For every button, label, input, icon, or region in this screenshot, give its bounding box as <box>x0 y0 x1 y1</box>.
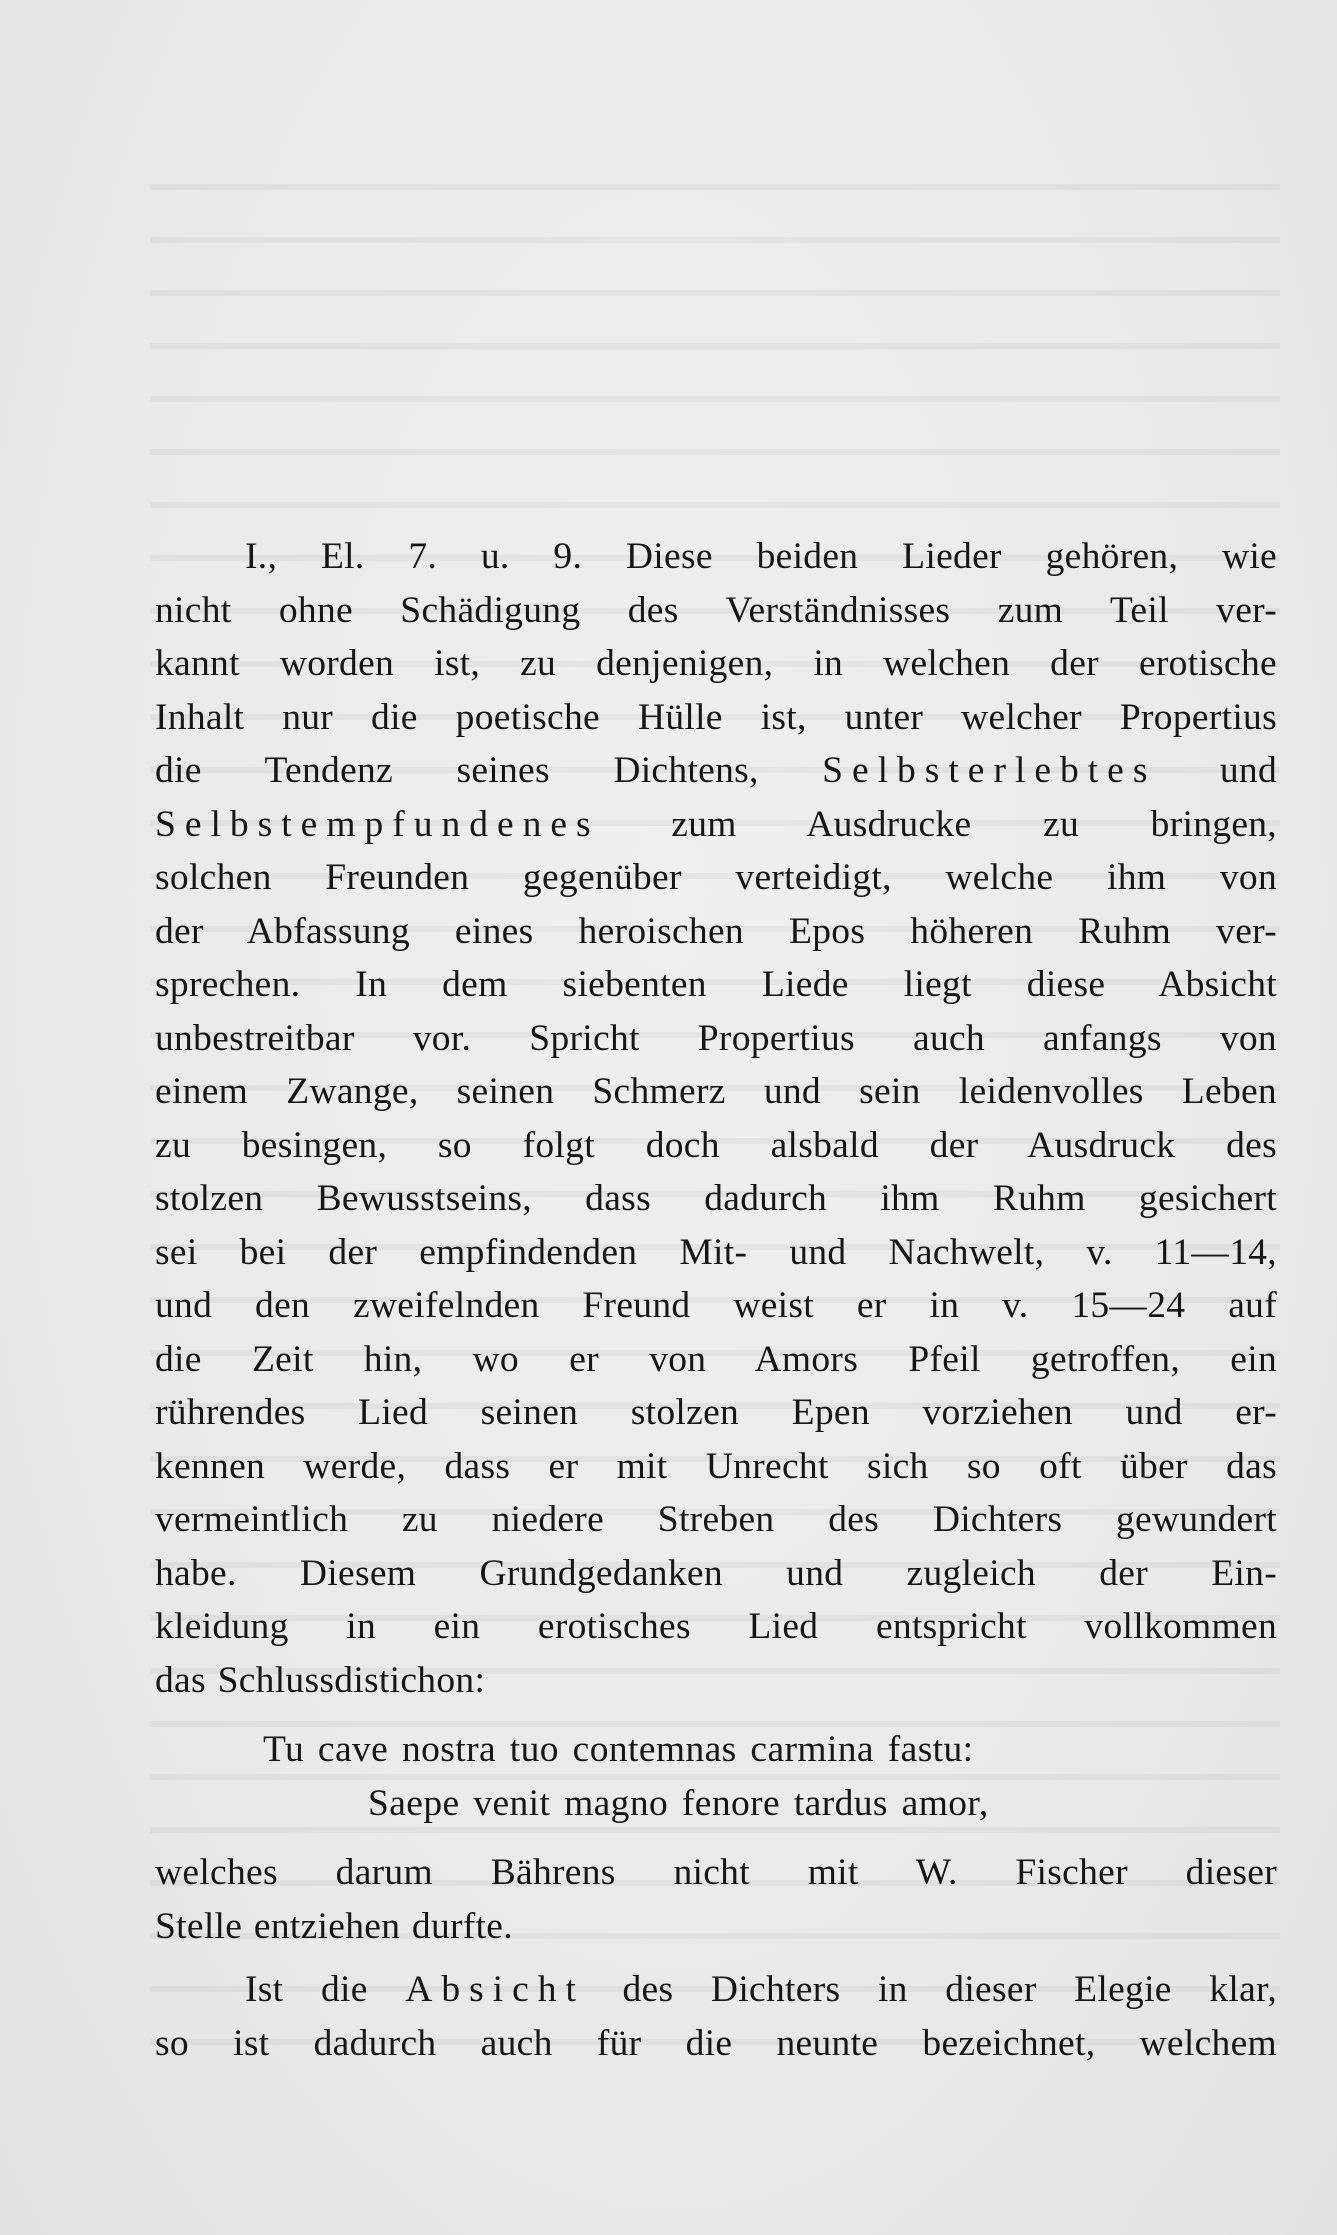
text-line: kennen werde, dass er mit Unrecht sich so oft über das <box>155 1445 1277 1487</box>
spaced-emphasis: Selbstempfundenes <box>155 803 600 845</box>
text-line: Stelle entziehen durfte. <box>155 1905 513 1947</box>
text-line: Inhalt nur die poetische Hülle ist, unter welcher Propertius <box>155 696 1277 738</box>
text-line: so ist dadurch auch für die neunte bezeichnet, welchem <box>155 2022 1277 2064</box>
text-run: des Dichters in dieser Elegie klar, <box>584 1969 1277 2010</box>
text-line: welches darum Bährens nicht mit W. Fischer dieser <box>155 1852 1277 1893</box>
text-line: sprechen. In dem siebenten Liede liegt diese Absicht <box>155 964 1277 1005</box>
spaced-emphasis: Absicht <box>405 1969 585 2010</box>
text-run: die Tendenz seines Dichtens, <box>155 750 823 791</box>
text-run: und <box>1156 750 1277 791</box>
text-line: kannt worden ist, zu denjenigen, in welchen der erotische <box>155 643 1277 684</box>
paragraph-1 <box>155 530 1277 1707</box>
text-line: kleidung in ein erotisches Lied entspricht vollkommen <box>155 1606 1277 1647</box>
text-line: sei bei der empfindenden Mit- und Nachwelt, v. 11—14, <box>155 1231 1277 1273</box>
text-line <box>155 744 1277 798</box>
spaced-emphasis: Selbsterlebtes <box>822 750 1157 791</box>
text-line <box>155 798 1277 852</box>
text-line: unbestreitbar vor. Spricht Propertius auch anfangs von <box>155 1017 1277 1059</box>
text-line: rührendes Lied seinen stolzen Epen vorziehen und er- <box>155 1392 1277 1433</box>
text-line: das Schlussdistichon: <box>155 1659 486 1701</box>
text-line: zu besingen, so folgt doch alsbald der Ausdruck des <box>155 1124 1277 1166</box>
text-line: und den zweifelnden Freund weist er in v. 15—24 auf <box>155 1285 1277 1326</box>
verse-line-1: Tu cave nostra tuo contemnas carmina fastu: <box>263 1729 974 1770</box>
text-line <box>155 1963 1277 2017</box>
text-line: vermeintlich zu niedere Streben des Dichters gewundert <box>155 1499 1277 1540</box>
text-run: Ist die <box>245 1969 406 2010</box>
text-line: die Zeit hin, wo er von Amors Pfeil getroffen, ein <box>155 1338 1277 1380</box>
text-line: nicht ohne Schädigung des Verständnisses zum Teil ver- <box>155 589 1277 631</box>
text-line: habe. Diesem Grundgedanken und zugleich der Ein- <box>155 1552 1277 1594</box>
text-run: zum Ausdrucke zu bringen, <box>599 803 1277 845</box>
text-line: der Abfassung eines heroischen Epos höheren Ruhm ver- <box>155 910 1277 952</box>
text-line: einem Zwange, seinen Schmerz und sein leidenvolles Leben <box>155 1071 1277 1112</box>
text-line: I., El. 7. u. 9. Diese beiden Lieder gehören, wie <box>245 536 1277 577</box>
paragraph-2 <box>155 1846 1277 1953</box>
text-line: solchen Freunden gegenüber verteidigt, welche ihm von <box>155 857 1277 898</box>
text-line: stolzen Bewusstseins, dass dadurch ihm Ruhm gesichert <box>155 1178 1277 1219</box>
paragraph-3 <box>155 1963 1277 2070</box>
verse-line-2: Saepe venit magno fenore tardus amor, <box>368 1783 989 1824</box>
